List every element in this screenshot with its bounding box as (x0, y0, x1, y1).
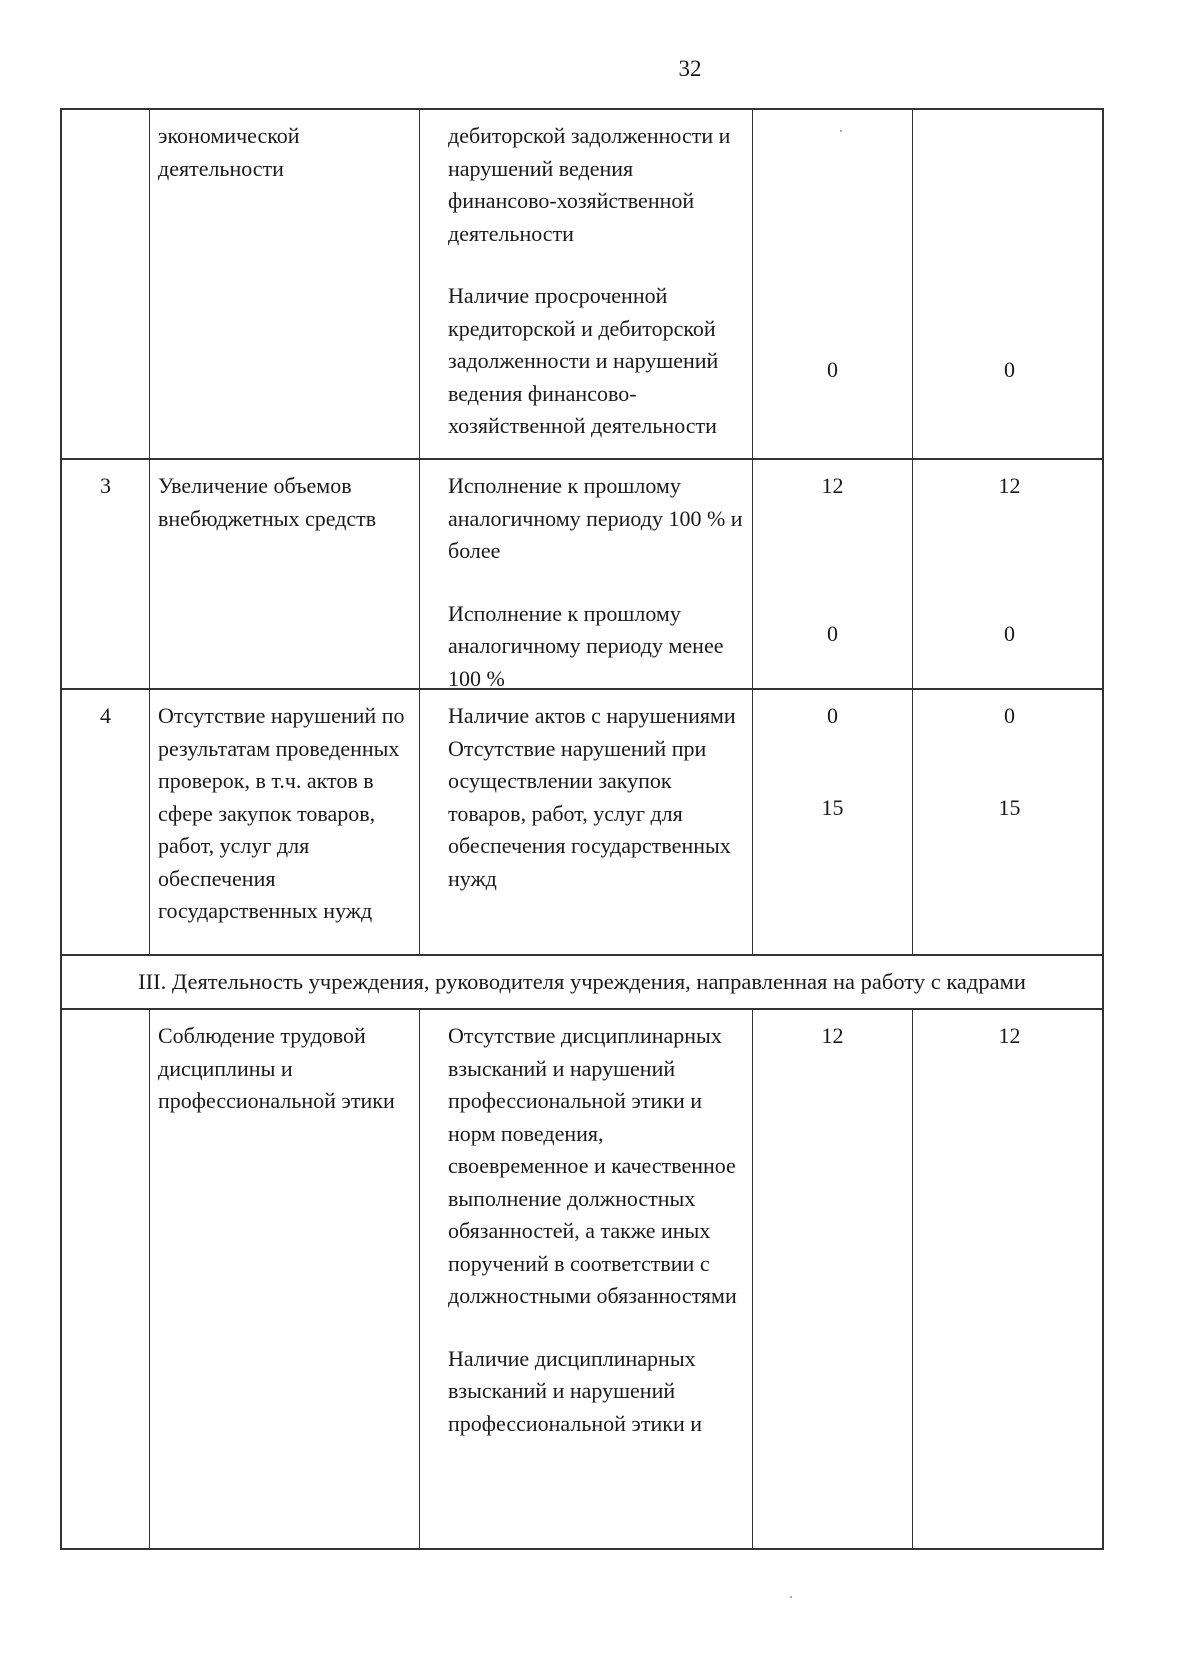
criteria-cell (440, 460, 753, 701)
criterion-text: Наличие актов с нарушениями (448, 703, 736, 728)
score-value: 0 (827, 357, 838, 382)
score-cell (753, 460, 913, 701)
score-value: 0 (827, 703, 838, 728)
score-value: 0 (1004, 621, 1015, 646)
scan-speck (790, 1596, 792, 1598)
score-value: 15 (998, 795, 1021, 820)
table-row (60, 1010, 1104, 1550)
indicator-cell: Увеличение объемов внебюджетных средств (150, 460, 420, 701)
criterion-text: Наличие дисциплинарных взысканий и нарушений профессиональной этики и (448, 1345, 702, 1436)
table-row (60, 108, 1104, 460)
score-value: 15 (821, 795, 844, 820)
indicator-cell: Отсутствие нарушений по результатам проведенных проверок, в т.ч. актов в сфере закупок товаров, работ, услуг для обеспечения государственных нужд (150, 690, 420, 954)
page-number: 32 (678, 56, 702, 81)
criteria-table (60, 108, 1104, 1550)
criterion-text: Исполнение к прошлому аналогичному периоду 100 % и более (448, 473, 743, 563)
criterion-text: Отсутствие дисциплинарных взысканий и нарушений профессиональной этики и норм поведения, своевременное и качественное выполнение должностных обязанностей, а также иных поручений в соответствии с должностными обязанностями (448, 1023, 737, 1308)
score-value: 0 (1004, 703, 1015, 728)
criteria-cell (440, 690, 753, 954)
indicator-cell: Соблюдение трудовой дисциплины и профессиональной этики (150, 1010, 420, 1548)
score-value: 12 (998, 1023, 1021, 1048)
score-cell (913, 110, 1106, 458)
score-value: 12 (821, 1023, 844, 1048)
score-cell (913, 690, 1106, 954)
criterion-text: Отсутствие нарушений при осуществлении закупок товаров, работ, услуг для обеспечения государственных нужд (448, 735, 731, 891)
criteria-cell (440, 1010, 753, 1548)
criterion-text: Исполнение к прошлому аналогичному периоду менее 100 % (448, 600, 724, 691)
criterion-text: Наличие просроченной кредиторской и дебиторской задолженности и нарушений ведения финансово-хозяйственной деятельности (448, 283, 719, 438)
table-row (60, 460, 1104, 690)
scan-speck (840, 130, 842, 132)
row-number: 4 (62, 690, 150, 954)
score-value: 0 (1004, 357, 1015, 382)
criterion-text: дебиторской задолженности и нарушений ведения финансово-хозяйственной деятельности (448, 123, 731, 246)
row-number: 3 (62, 460, 150, 701)
score-cell (753, 110, 913, 458)
row-number (62, 110, 150, 458)
score-value: 12 (998, 473, 1021, 498)
score-cell (913, 460, 1106, 701)
score-value: 12 (821, 473, 844, 498)
score-cell (913, 1010, 1106, 1548)
score-value: 0 (827, 621, 838, 646)
indicator-cell: экономической деятельности (150, 110, 420, 458)
section-heading: III. Деятельность учреждения, руководителя учреждения, направленная на работу с кадрами (60, 956, 1104, 1010)
score-cell (753, 690, 913, 954)
row-number (62, 1010, 150, 1548)
table-row (60, 690, 1104, 956)
criteria-cell (440, 110, 753, 458)
score-cell (753, 1010, 913, 1548)
